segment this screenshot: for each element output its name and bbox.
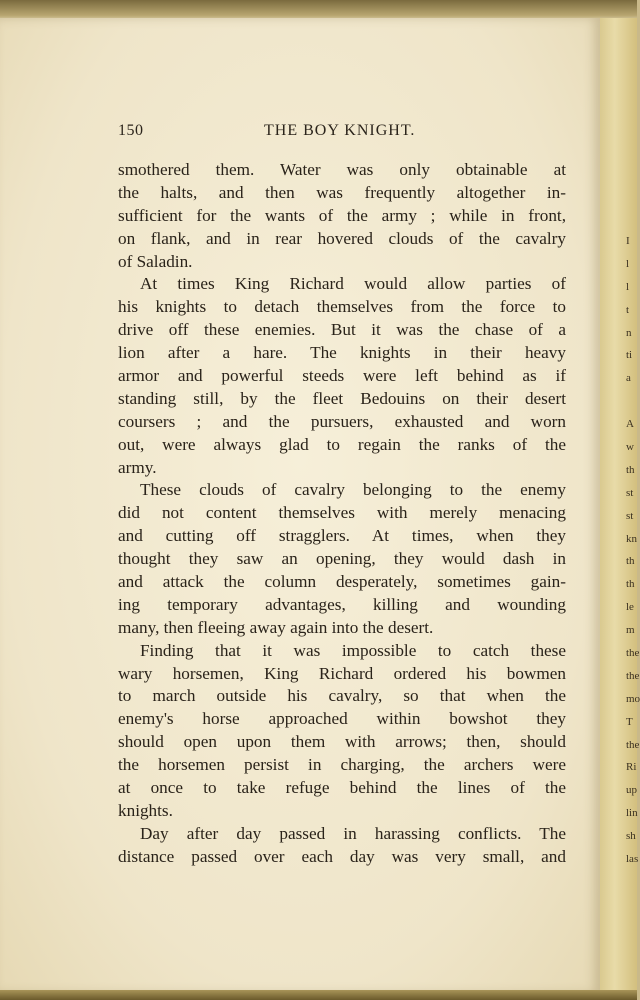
body-text: [118, 159, 566, 869]
text-line: wary horsemen, King Richard ordered his bowmen: [118, 663, 566, 683]
text-line: sufficient for the wants of the army ; while in front,: [118, 205, 566, 225]
edge-fragment: the: [626, 669, 640, 682]
edge-fragment: l: [626, 280, 630, 293]
edge-fragment: T: [626, 715, 633, 728]
edge-fragment: le: [626, 601, 634, 614]
text-line: the horsemen persist in charging, the archers were: [118, 755, 566, 775]
edge-fragment: las: [626, 853, 639, 866]
edge-fragment: l: [626, 257, 630, 270]
edge-fragment: th: [626, 578, 635, 591]
text-line: knights.: [118, 800, 173, 820]
text-line: and cutting off stragglers. At times, when they: [118, 526, 566, 546]
text-line: standing still, by the fleet Bedouins on their desert: [118, 388, 566, 408]
edge-fragment: n: [626, 326, 632, 339]
text-line: his knights to detach themselves from the force to: [118, 297, 566, 317]
edge-fragment: up: [626, 784, 637, 797]
text-line: armor and powerful steeds were left behind as if: [118, 366, 566, 386]
edge-fragment: st: [626, 486, 634, 499]
text-line: to march outside his cavalry, so that when the: [118, 686, 566, 706]
text-line: smothered them. Water was only obtainable at: [118, 160, 566, 179]
text-line: many, then fleeing away again into the desert.: [118, 617, 434, 637]
edge-fragment: th: [626, 463, 635, 476]
text-line: thought they saw an opening, they would dash in: [118, 549, 566, 569]
edge-fragment: Ri: [626, 761, 637, 774]
edge-fragment: mo: [626, 692, 640, 705]
edge-fragment: I: [626, 235, 630, 247]
text-line: Finding that it was impossible to catch these: [140, 640, 566, 660]
edge-fragment: t: [626, 303, 630, 316]
edge-fragment: the: [626, 647, 640, 660]
running-head: THE BOY KNIGHT.: [264, 122, 416, 139]
edge-fragment: sh: [626, 830, 636, 843]
text-line: on flank, and in rear hovered clouds of the cavalry: [118, 228, 566, 248]
text-line: ing temporary advantages, killing and wounding: [118, 594, 566, 614]
text-line: enemy's horse approached within bowshot they: [118, 709, 566, 729]
text-line: should open upon them with arrows; then, should: [118, 732, 566, 752]
page-header: [118, 122, 566, 146]
text-line: at once to take refuge behind the lines of the: [118, 778, 566, 798]
text-line: At times King Richard would allow parties of: [140, 274, 566, 294]
text-line: out, were always glad to regain the ranks of the: [118, 434, 566, 454]
text-line: did not content themselves with merely menacing: [118, 503, 566, 523]
text-line: These clouds of cavalry belonging to the enemy: [140, 480, 566, 500]
edge-fragment: w: [626, 441, 634, 454]
edge-fragment: m: [626, 624, 635, 637]
edge-fragment: A: [626, 418, 634, 431]
book-bottom-edge: [0, 990, 637, 1000]
facing-page-fragments: [626, 230, 638, 871]
edge-fragment: ti: [626, 349, 633, 362]
edge-fragment: the: [626, 738, 640, 751]
edge-fragment: th: [626, 555, 635, 568]
text-line: coursers ; and the pursuers, exhausted and worn: [118, 411, 566, 431]
page-number: 150: [118, 122, 144, 139]
text-line: Day after day passed in harassing conflicts. The: [140, 823, 566, 843]
edge-fragment: a: [626, 372, 631, 385]
text-line: lion after a hare. The knights in their heavy: [118, 343, 566, 363]
edge-fragment: lin: [626, 807, 638, 820]
text-line: of Saladin.: [118, 251, 193, 271]
edge-fragment: [626, 390, 638, 413]
text-line: army.: [118, 457, 157, 477]
text-line: drive off these enemies. But it was the chase of a: [118, 320, 566, 340]
text-line: and attack the column desperately, sometimes gain-: [118, 572, 566, 592]
text-line: distance passed over each day was very small, and: [118, 846, 566, 866]
edge-fragment: st: [626, 509, 634, 522]
text-line: the halts, and then was frequently altogether in-: [118, 182, 566, 202]
edge-fragment: kn: [626, 532, 637, 545]
